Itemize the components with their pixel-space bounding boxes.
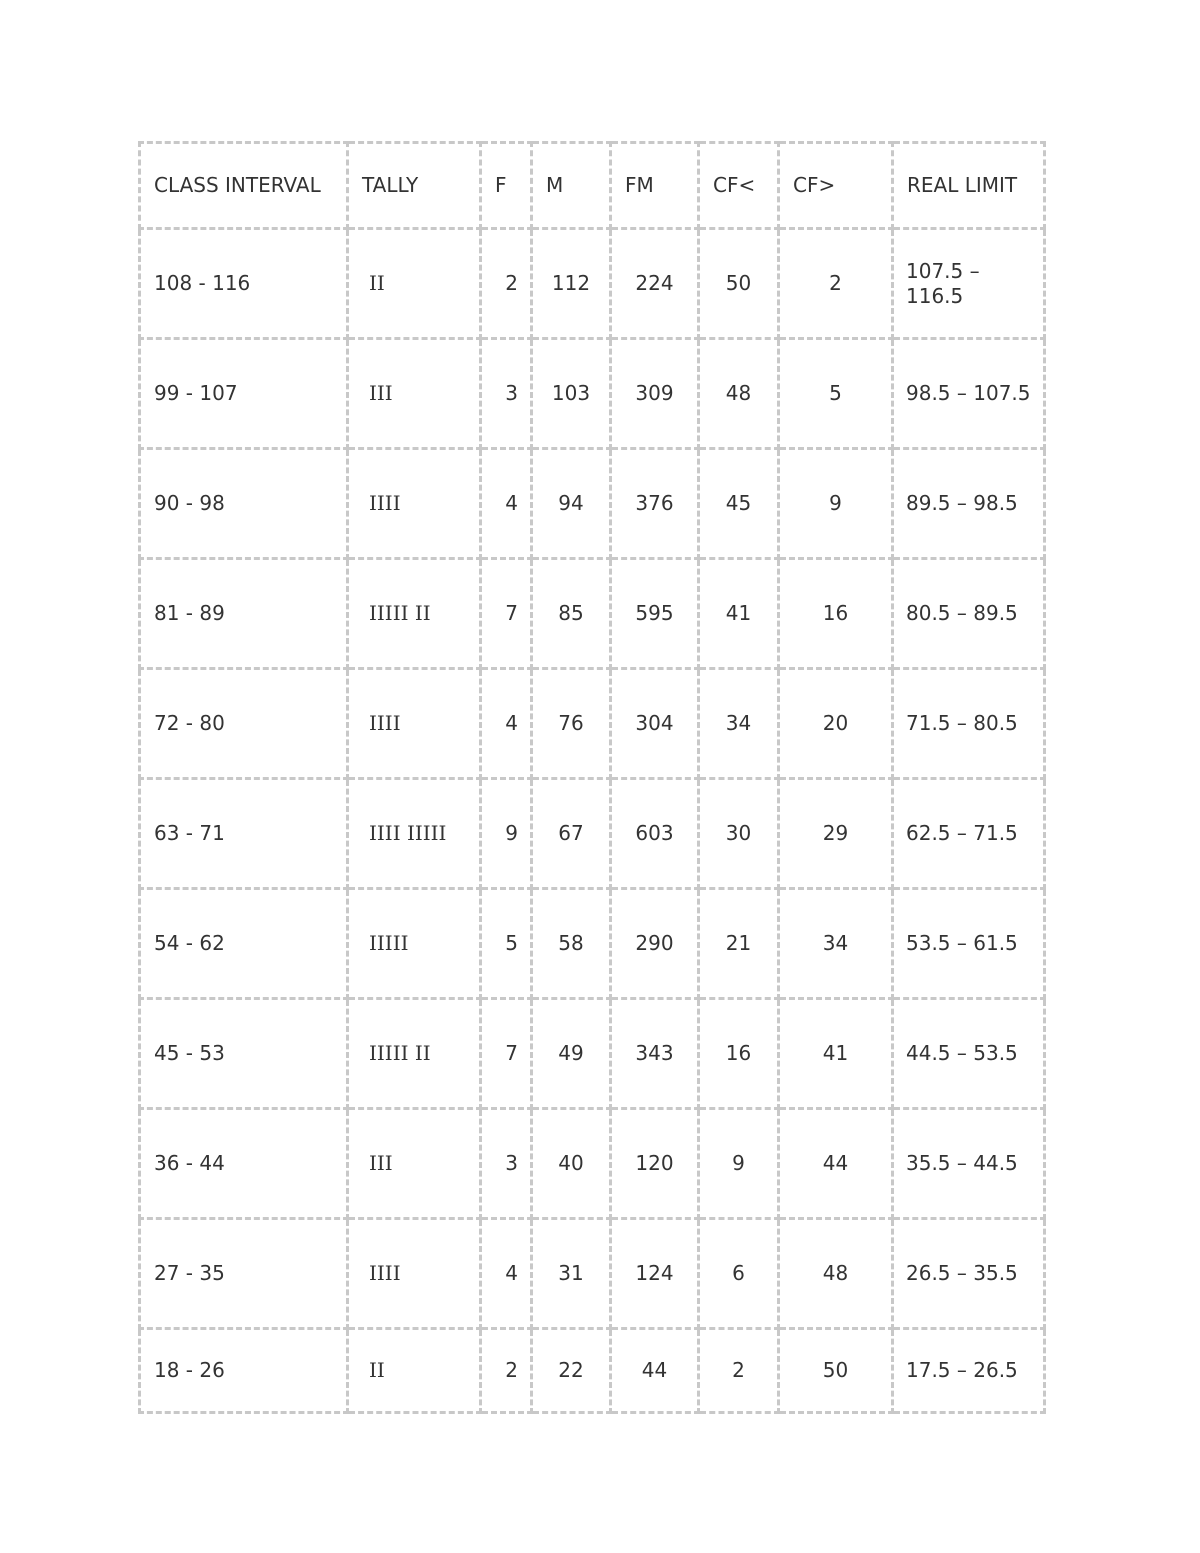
cell-tally: II	[348, 1329, 481, 1413]
cell-fm: 304	[611, 669, 699, 779]
cell-fm: 124	[611, 1219, 699, 1329]
table-row	[140, 229, 1045, 339]
cell-class-interval: 54 - 62	[140, 889, 348, 999]
cell-tally: IIIII	[348, 889, 481, 999]
table-row	[140, 669, 1045, 779]
cell-cf-less: 48	[699, 339, 779, 449]
cell-cf-greater: 9	[779, 449, 893, 559]
cell-class-interval: 63 - 71	[140, 779, 348, 889]
cell-class-interval: 72 - 80	[140, 669, 348, 779]
cell-m: 103	[532, 339, 611, 449]
cell-f: 9	[481, 779, 532, 889]
header-row	[140, 143, 1045, 229]
cell-m: 31	[532, 1219, 611, 1329]
table-row	[140, 1219, 1045, 1329]
cell-class-interval: 36 - 44	[140, 1109, 348, 1219]
cell-cf-greater: 20	[779, 669, 893, 779]
cell-class-interval: 108 - 116	[140, 229, 348, 339]
table-row	[140, 999, 1045, 1109]
cell-f: 2	[481, 229, 532, 339]
cell-real-limit: 107.5 – 116.5	[893, 229, 1045, 339]
cell-real-limit: 62.5 – 71.5	[893, 779, 1045, 889]
table-row	[140, 889, 1045, 999]
cell-cf-less: 34	[699, 669, 779, 779]
cell-class-interval: 27 - 35	[140, 1219, 348, 1329]
cell-tally: II	[348, 229, 481, 339]
table-row	[140, 1109, 1045, 1219]
cell-cf-greater: 2	[779, 229, 893, 339]
cell-cf-less: 2	[699, 1329, 779, 1413]
cell-m: 67	[532, 779, 611, 889]
cell-real-limit: 44.5 – 53.5	[893, 999, 1045, 1109]
cell-cf-greater: 29	[779, 779, 893, 889]
table-row	[140, 449, 1045, 559]
cell-m: 76	[532, 669, 611, 779]
cell-f: 7	[481, 559, 532, 669]
cell-real-limit: 35.5 – 44.5	[893, 1109, 1045, 1219]
cell-cf-less: 21	[699, 889, 779, 999]
header-real-limit: REAL LIMIT	[893, 143, 1045, 229]
cell-cf-greater: 41	[779, 999, 893, 1109]
header-class-interval: CLASS INTERVAL	[140, 143, 348, 229]
cell-cf-greater: 48	[779, 1219, 893, 1329]
cell-tally: IIII	[348, 449, 481, 559]
cell-cf-less: 16	[699, 999, 779, 1109]
cell-fm: 44	[611, 1329, 699, 1413]
cell-fm: 290	[611, 889, 699, 999]
cell-fm: 595	[611, 559, 699, 669]
cell-f: 7	[481, 999, 532, 1109]
cell-cf-greater: 44	[779, 1109, 893, 1219]
cell-fm: 376	[611, 449, 699, 559]
cell-fm: 120	[611, 1109, 699, 1219]
cell-m: 112	[532, 229, 611, 339]
cell-real-limit: 71.5 – 80.5	[893, 669, 1045, 779]
cell-tally: IIIII II	[348, 999, 481, 1109]
table-row	[140, 339, 1045, 449]
cell-cf-less: 45	[699, 449, 779, 559]
table-row	[140, 779, 1045, 889]
cell-cf-greater: 34	[779, 889, 893, 999]
cell-m: 49	[532, 999, 611, 1109]
cell-f: 4	[481, 449, 532, 559]
cell-tally: III	[348, 339, 481, 449]
table-body	[140, 143, 1045, 1413]
frequency-distribution-table	[138, 141, 1046, 1414]
cell-class-interval: 45 - 53	[140, 999, 348, 1109]
header-fm: FM	[611, 143, 699, 229]
cell-class-interval: 18 - 26	[140, 1329, 348, 1413]
cell-real-limit: 80.5 – 89.5	[893, 559, 1045, 669]
cell-cf-greater: 50	[779, 1329, 893, 1413]
cell-cf-greater: 5	[779, 339, 893, 449]
cell-real-limit: 26.5 – 35.5	[893, 1219, 1045, 1329]
cell-f: 5	[481, 889, 532, 999]
header-tally: TALLY	[348, 143, 481, 229]
header-cf-less: CF<	[699, 143, 779, 229]
cell-tally: IIII	[348, 669, 481, 779]
cell-cf-less: 9	[699, 1109, 779, 1219]
cell-real-limit: 98.5 – 107.5	[893, 339, 1045, 449]
cell-fm: 224	[611, 229, 699, 339]
cell-tally: IIII IIIII	[348, 779, 481, 889]
cell-f: 3	[481, 339, 532, 449]
cell-class-interval: 81 - 89	[140, 559, 348, 669]
cell-cf-less: 50	[699, 229, 779, 339]
cell-m: 58	[532, 889, 611, 999]
cell-f: 3	[481, 1109, 532, 1219]
cell-fm: 343	[611, 999, 699, 1109]
cell-fm: 603	[611, 779, 699, 889]
table-row	[140, 559, 1045, 669]
cell-class-interval: 90 - 98	[140, 449, 348, 559]
cell-m: 22	[532, 1329, 611, 1413]
cell-cf-less: 6	[699, 1219, 779, 1329]
cell-cf-less: 41	[699, 559, 779, 669]
cell-class-interval: 99 - 107	[140, 339, 348, 449]
header-m: M	[532, 143, 611, 229]
cell-real-limit: 53.5 – 61.5	[893, 889, 1045, 999]
cell-f: 2	[481, 1329, 532, 1413]
cell-tally: IIIII II	[348, 559, 481, 669]
table-row	[140, 1329, 1045, 1413]
cell-m: 94	[532, 449, 611, 559]
cell-real-limit: 17.5 – 26.5	[893, 1329, 1045, 1413]
cell-f: 4	[481, 669, 532, 779]
cell-fm: 309	[611, 339, 699, 449]
header-cf-greater: CF>	[779, 143, 893, 229]
header-f: F	[481, 143, 532, 229]
cell-cf-less: 30	[699, 779, 779, 889]
cell-real-limit: 89.5 – 98.5	[893, 449, 1045, 559]
cell-f: 4	[481, 1219, 532, 1329]
cell-cf-greater: 16	[779, 559, 893, 669]
cell-tally: IIII	[348, 1219, 481, 1329]
cell-m: 40	[532, 1109, 611, 1219]
cell-tally: III	[348, 1109, 481, 1219]
cell-m: 85	[532, 559, 611, 669]
